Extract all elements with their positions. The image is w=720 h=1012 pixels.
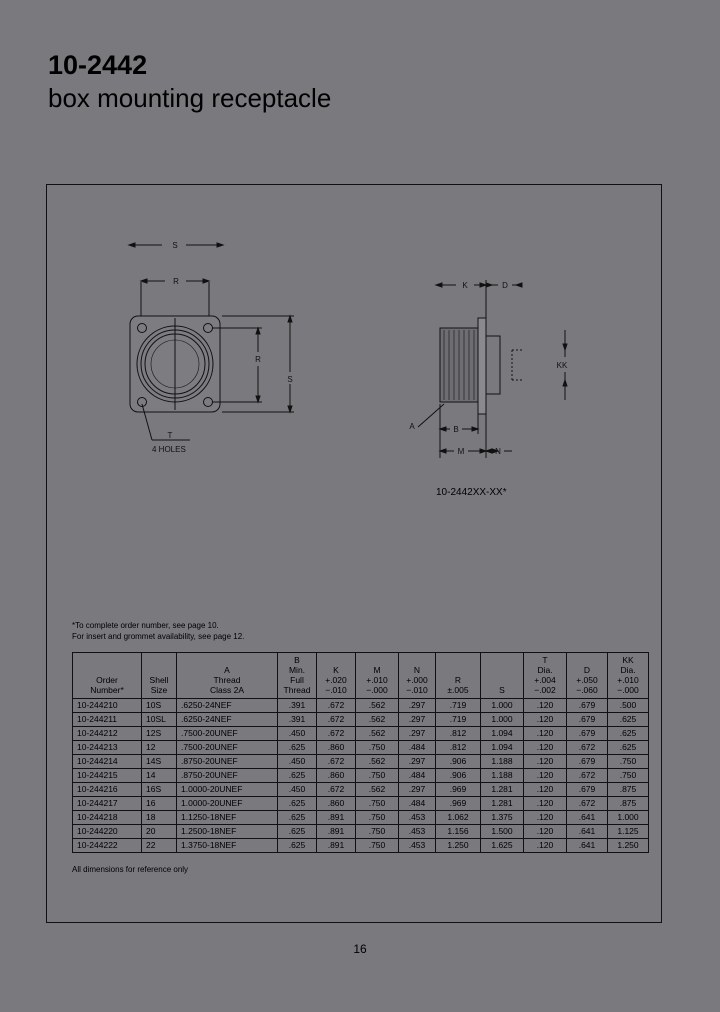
column-header-line: −.000 [366,685,388,695]
table-cell: 12 [142,741,177,755]
table-cell: .672 [567,741,608,755]
table-cell: 1.125 [608,825,649,839]
table-cell: .450 [278,783,317,797]
table-cell: .120 [524,825,567,839]
table-cell: .891 [317,825,356,839]
table-cell: 1.250 [436,839,481,853]
column-header-line: −.010 [406,685,428,695]
dim-label-m: M [457,447,465,456]
table-cell: .750 [356,769,399,783]
table-cell: .812 [436,727,481,741]
table-cell: .750 [608,769,649,783]
table-cell: .672 [317,783,356,797]
table-cell: 10-244210 [73,699,142,713]
table-cell: .906 [436,769,481,783]
column-header-line: S [499,685,505,695]
table-cell: .297 [399,713,436,727]
table-cell: 10-244222 [73,839,142,853]
table-cell: .625 [608,741,649,755]
column-header-line: −.010 [325,685,347,695]
table-cell: .906 [436,755,481,769]
table-cell: .625 [278,797,317,811]
table-cell: .679 [567,755,608,769]
column-header-line: Class 2A [209,685,244,695]
dim-label-r-vertical: R [255,355,261,364]
table-row [73,713,649,727]
column-header [278,653,317,699]
table-cell: .120 [524,727,567,741]
table-cell: .672 [567,797,608,811]
table-cell: .562 [356,783,399,797]
part-number-title: 10-2442 [48,50,148,80]
table-cell: .120 [524,713,567,727]
dim-label-r-horizontal: R [173,277,179,286]
table-cell: 1.1250-18NEF [177,811,278,825]
column-header-line: T [542,655,548,665]
table-cell: .860 [317,797,356,811]
table-cell: .391 [278,699,317,713]
table-cell: 10-244217 [73,797,142,811]
table-cell: 10SL [142,713,177,727]
table-cell: 1.3750-18NEF [177,839,278,853]
table-cell: .297 [399,783,436,797]
table-cell: .679 [567,699,608,713]
column-header [73,653,142,699]
table-cell: .562 [356,727,399,741]
side-view [409,280,568,458]
table-cell: .969 [436,797,481,811]
table-cell: .641 [567,839,608,853]
holes-label: 4 HOLES [152,445,186,454]
column-header-line: R [454,675,462,685]
table-cell: .625 [278,825,317,839]
table-cell: .750 [356,797,399,811]
column-header-line: N [413,665,421,675]
table-cell: .7500-20UNEF [177,741,278,755]
table-cell: .120 [524,769,567,783]
table-cell: 10-244213 [73,741,142,755]
footnote: All dimensions for reference only [72,865,189,874]
front-view [129,241,294,454]
table-cell: .120 [524,811,567,825]
table-cell: .750 [356,825,399,839]
table-row [73,727,649,741]
table-cell: .484 [399,769,436,783]
table-cell: 16S [142,783,177,797]
column-header-line: M [373,665,381,675]
column-header [481,653,524,699]
column-header-line: Number* [90,685,124,695]
table-cell: 1.281 [481,797,524,811]
table-cell: .484 [399,797,436,811]
column-header-line: +.000 [406,675,428,685]
table-cell: .453 [399,839,436,853]
order-notes [72,620,244,642]
note-line: *To complete order number, see page 10. [72,621,219,630]
table-cell: 10-244216 [73,783,142,797]
dim-label-t: T [167,431,173,440]
table-cell: 1.000 [608,811,649,825]
column-header [436,653,481,699]
table-cell: 1.188 [481,755,524,769]
column-header [608,653,649,699]
table-cell: .860 [317,769,356,783]
column-header-line: +.010 [366,675,388,685]
table-cell: .562 [356,713,399,727]
column-header [142,653,177,699]
table-cell: .625 [608,727,649,741]
table-cell: .672 [317,727,356,741]
table-row [73,811,649,825]
drawing-caption: 10-2442XX-XX* [436,487,507,498]
table-cell: .750 [356,839,399,853]
table-cell: .672 [317,713,356,727]
table-cell: .120 [524,699,567,713]
page-number: 16 [353,942,367,956]
column-header-line: −.060 [576,685,598,695]
table-cell: .297 [399,755,436,769]
table-cell: .120 [524,755,567,769]
table-cell: .297 [399,699,436,713]
part-description: box mounting receptacle [48,83,332,113]
table-cell: 1.0000-20UNEF [177,797,278,811]
column-header-line: +.050 [576,675,598,685]
table-cell: .891 [317,811,356,825]
table-cell: .860 [317,741,356,755]
dimension-table [72,652,649,853]
table-cell: .8750-20UNEF [177,769,278,783]
table-cell: .453 [399,811,436,825]
table-cell: 1.281 [481,783,524,797]
table-cell: 10-244220 [73,825,142,839]
table-cell: 16 [142,797,177,811]
table-cell: 1.625 [481,839,524,853]
table-row [73,825,649,839]
table-cell: 1.094 [481,727,524,741]
table-cell: .120 [524,783,567,797]
table-row [73,699,649,713]
table-cell: 18 [142,811,177,825]
column-header-line: −.000 [617,685,639,695]
table-cell: 20 [142,825,177,839]
table-cell: 10S [142,699,177,713]
table-cell: 12S [142,727,177,741]
table-cell: 1.500 [481,825,524,839]
column-header-line: Thread [213,675,241,685]
table-cell: .297 [399,727,436,741]
dim-label-n: N [495,447,501,456]
column-header-line: Dia. [537,665,553,675]
column-header [356,653,399,699]
table-cell: .969 [436,783,481,797]
table-cell: 10-244218 [73,811,142,825]
table-cell: .875 [608,783,649,797]
column-header-line: +.020 [325,675,347,685]
table-cell: .679 [567,783,608,797]
table-cell: .679 [567,713,608,727]
table-cell: .812 [436,741,481,755]
column-header [317,653,356,699]
table-cell: .625 [278,811,317,825]
table-cell: 10-244214 [73,755,142,769]
table-cell: .120 [524,797,567,811]
table-cell: 10-244215 [73,769,142,783]
table-row [73,839,649,853]
table-cell: .750 [608,755,649,769]
column-header-line: Order [96,675,118,685]
table-cell: 1.0000-20UNEF [177,783,278,797]
table-cell: .450 [278,755,317,769]
table-row [73,741,649,755]
table-cell: 1.2500-18NEF [177,825,278,839]
dim-label-b: B [453,425,459,434]
table-cell: 1.062 [436,811,481,825]
table-cell: .625 [608,713,649,727]
column-header [177,653,278,699]
dim-label-s: S [172,241,178,250]
table-cell: .562 [356,755,399,769]
table-cell: .6250-24NEF [177,713,278,727]
table-cell: .672 [317,699,356,713]
table-cell: .453 [399,825,436,839]
table-cell: .120 [524,741,567,755]
dim-label-kk: KK [556,361,568,370]
table-row [73,755,649,769]
table-row [73,783,649,797]
table-cell: .875 [608,797,649,811]
column-header-line: Size [150,685,168,695]
table-cell: .8750-20UNEF [177,755,278,769]
table-cell: .719 [436,713,481,727]
dim-label-s-vertical: S [287,375,293,384]
table-cell: .891 [317,839,356,853]
table-header-row [73,653,649,699]
table-row [73,769,649,783]
dim-label-d: D [502,281,508,290]
table-cell: .500 [608,699,649,713]
table-cell: 10-244211 [73,713,142,727]
column-header-line: A [224,665,230,675]
column-header-line: ±.005 [447,685,469,695]
table-cell: .641 [567,811,608,825]
column-header-line: Min. [288,665,306,675]
column-header-line: Dia. [620,665,636,675]
column-header [524,653,567,699]
note-line: For insert and grommet availability, see page 12. [72,632,245,641]
table-cell: .562 [356,699,399,713]
table-cell: 1.250 [608,839,649,853]
column-header-line: Thread [283,685,311,695]
table-cell: .750 [356,811,399,825]
table-cell: .625 [278,741,317,755]
table-cell: .625 [278,839,317,853]
column-header-line: Full [290,675,304,685]
column-header-line: D [583,665,591,675]
column-header-line: K [333,665,339,675]
table-cell: 14 [142,769,177,783]
column-header-line: −.002 [534,685,556,695]
table-cell: 1.000 [481,713,524,727]
column-header-line: +.010 [617,675,639,685]
table-cell: 1.000 [481,699,524,713]
table-cell: 1.156 [436,825,481,839]
table-cell: .672 [567,769,608,783]
column-header-line: +.004 [534,675,556,685]
table-cell: 1.094 [481,741,524,755]
table-cell: 10-244212 [73,727,142,741]
table-row [73,797,649,811]
table-cell: .641 [567,825,608,839]
column-header-line: KK [622,655,634,665]
column-header [399,653,436,699]
table-cell: .750 [356,741,399,755]
table-cell: .679 [567,727,608,741]
table-cell: 1.375 [481,811,524,825]
column-header-line: B [294,655,300,665]
table-cell: .391 [278,713,317,727]
dim-label-a: A [409,422,415,431]
table-cell: .450 [278,727,317,741]
table-cell: .120 [524,839,567,853]
table-cell: 1.188 [481,769,524,783]
table-cell: .7500-20UNEF [177,727,278,741]
table-cell: .6250-24NEF [177,699,278,713]
table-cell: .625 [278,769,317,783]
column-header [567,653,608,699]
table-cell: .719 [436,699,481,713]
column-header-line: Shell [149,675,169,685]
table-cell: .484 [399,741,436,755]
dim-label-k: K [462,281,468,290]
table-body [73,699,649,853]
table-cell: 14S [142,755,177,769]
table-cell: .672 [317,755,356,769]
table-cell: 22 [142,839,177,853]
